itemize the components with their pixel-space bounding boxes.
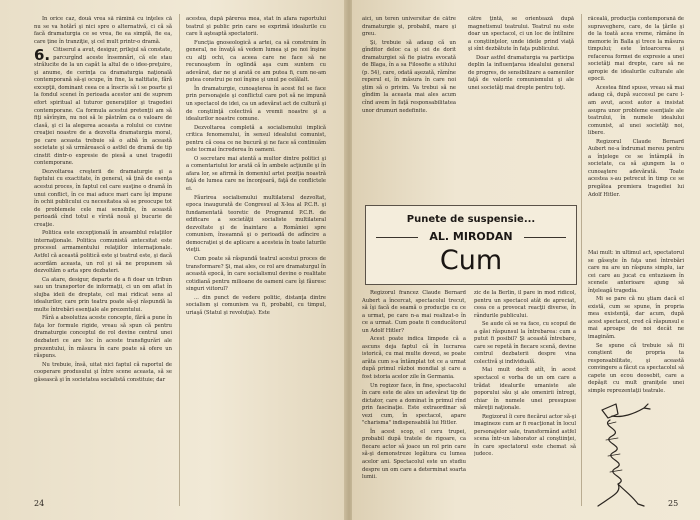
paragraph: răceală, producţia contemporană de supraveghere, care, de la ţările şi de la toată acea vreme, rămâne în memorie în Balla şi trece la măsura timpului; este întoarcerea şi refacerea formei de expresie a unei societăţi mai drepte, care să ne apropie de idealurile culturale ale epocii.: [588, 16, 684, 83]
paragraph: Doar astfel dramaturgia va participa deplin la influenţarea idealului general de progres, de sensibilizare a oamenilor faţă de valorile comunismului şi ale unei societăţi mai drepte pentru toţi.: [468, 54, 574, 91]
right-page-column-1-top: [362, 16, 456, 200]
page-number-left: 24: [34, 499, 45, 508]
section-number: 6.: [34, 46, 51, 65]
title-rule-right: [524, 237, 566, 238]
article-title: Cum: [439, 245, 503, 276]
figure-illustration: [582, 400, 662, 510]
left-page-column-2: [186, 16, 326, 506]
paragraph: Cum poate să răspundă teatrul acestui proces de transformare? Şi, mai ales, ce rol are dramaturgul în această epocă, în care socialismul devine o realitate cotidiană pentru milioane de oameni care îşi făuresc singuri viitorul?: [186, 255, 326, 293]
article-column-2: [474, 290, 576, 504]
paragraph: 6. Citiserul a avut, desigur, prilejul să constate, parcurgînd aceste însemnări, că ele stau strălucite de la un capăt la altul de o idee-preţuire, şi anume, de cerinţa ca dramaturgia naţională contemporană să-şi ocupe, în fine, la naltitate, fără excepţii, dominant ceea ce a înscris să i se poarte şi la fondul scenei în perioada acestor ani de suprem efort spiritual al tuturor generaţiilor şi tragediei contemporane. Ca formula acestui pretenţii am să fiţi săvîrşim, nu noi să le păstrăm ca o valoare de clasă, şi ci la alegerea aceasta a rolului ce cuvine creaţiei noastre de a dezvolta dramaturgia moral, pe care aceasta trebuie să o aibă în această societate şi să urmărească o astfel de dramă de tip cinstit dintr-o expresie de piesă a unei tragedii contemporane.: [34, 46, 172, 167]
paragraph: ... din punct de vedere politic, distanţa dintre socialism şi comunism va fi, probabil, cu timpul, uriaşă (Statul şi revoluţia). Este: [186, 294, 326, 316]
paragraph: Mi se pare că nu ştiam dacă el există, cum se spune, în propria mea existenţă, dar acum, după acest spectacol, cred că răspunsul e mai aproape de noi decât ne imaginăm.: [588, 296, 684, 341]
right-page-column-2-top: [468, 16, 574, 200]
paragraph: În dramaturgie, cunoaşterea în acest fel se face prin personajele şi conflictul care pot să ne impună un spectacol de idei, ca un adevărat act de cultură şi de conştiinţă colectivă a vremii noastre şi a idealurilor noastre comune.: [186, 85, 326, 123]
article-column-3: [588, 250, 684, 396]
paragraph: Regizorul Claude Bernard Aubert ne-a îndrumat mereu pentru a înţelege ce se întâmplă în societate, ca să ajungem la o cunoaştere adevărată. Toate acestea s-au petrecut în timp ce se pregătea premiera tragediei lui Adolf Hitler.: [588, 138, 684, 198]
article-column-1: [362, 290, 466, 504]
illustration-legs: [598, 484, 644, 506]
paragraph: Mai mult decît atît, în acest spectacol e vorba de un om care a trădat idealurile umaniste ale poporului său şi ale omenirii întregi, chiar în numele unei presupuse măreţii naţionale.: [474, 367, 576, 412]
left-page-column-1: [34, 16, 172, 506]
paragraph: Ca atare, desigur, departe de a fi doar un tribun sau un transportor de informaţii, ci un om aflat în slujba ideii de dreptate, cel mai ridicat sens al idealurilor, care prin teatru poate să-şi răspundă la multe întrebări esenţiale ale prezentului.: [34, 276, 172, 313]
right-page-column-3: [588, 16, 684, 248]
paragraph: Acest poate indica limpede că a ascuns deja faptul că în lucrarea istorică, cu mai multe dovezi, se poate arăta cum s-a întâmplat tot ce a urmat după primul război mondial şi care a fost istoria acelor zile în Germania.: [362, 336, 466, 381]
article-title-box: [365, 205, 577, 285]
paragraph: Dezvoltarea creşterii de dramaturgie şi a faptului cu exactitate, în general, să ţină de esenţa acestui proces, în faptul cel care susţine o dramă în unui conflict, în ce mai aduce mari care îşi impune în ochii publicului cu necesitatea să se preocupe tot de problemele cele mai sensibile, în această perioadă cînd totul e vîrstă nouă şi bucurie de creaţie.: [34, 168, 172, 228]
article-series-heading: Punete de suspensie...: [406, 214, 536, 225]
paragraph: Mai mult: în ultimul act, spectatorul se găseşte în faţa unei întrebări care nu are un răspuns simplu, iar cei care au jucat cu entuziasm în scenele anterioare ajung să înţeleagă tragedia.: [588, 250, 684, 294]
paragraph: Regizorul francez Claude Bernard Aubert a încercat, spectacolul trecut, să îşi facă de seamă o producţie cu ce a urmat, pe care n-a mai realizat-o în ce a urmat. Cum poate fi conducătorul un Adolf Hitler?: [362, 290, 466, 334]
illustration-torso-coils: [607, 420, 621, 484]
paragraph: Fără a absolutiza aceste concepte, fără a pune în faţa lor formule rigide, vreau să spun că pentru dramaturgie conceptul de rol devine centrul unei dezbateri ce are loc în aceste transfigurări ale prezentului, în măsura în care poate să ofere un răspuns.: [34, 315, 172, 360]
paragraph: Nu trebuie, însă, uitat nici faptul că raportul de cooperare produsului şi între scene aceasta, să se găsească şi în societatea socialistă constituie; dar: [34, 361, 172, 383]
paragraph: Făurirea socialismului multilateral dezvoltat, epoca inaugurată de Congresul al X-lea al P.C.R. şi fundamentată teoretic de Programul P.C.R. de edificare a societăţii socialiste multilateral dezvoltate şi de înaintare a României spre comunism, înseamnă şi o perioadă de adîncire a democraţiei şi de aplicare a acesteia în toate laturile vieţii.: [186, 194, 326, 254]
paragraph: Se spune că trebuie să fii conştient de propria ta responsabilitate, şi această convingere a făcut ca spectacolul să capete un ecou deosebit, care a depăşit cu mult graniţele unei simple reprezentaţii teatrale.: [588, 342, 684, 394]
paragraph: În orice caz, două vrea să rămînă cu inţeles că nu se va hotărî şi nici spre o alternativă, ci că să facă dramaturgia ce se vrea, fie ea simplă, fie ea, care ţine în tranziţie, şi cel mult printr-o dramă.: [34, 16, 172, 45]
paragraph: aici, un teren universitar de către dramaturgie şi, probabil, mare şi greu.: [362, 16, 456, 38]
left-page: [0, 0, 346, 520]
paragraph: Se aude că se va face, cu scopul de a găsi răspunsul la întrebarea: cum a putut fi posibil? Şi această întrebare, care se repetă în fiecare scenă, devine centrul dezbaterii despre vina colectivă şi individuală.: [474, 321, 576, 365]
article-author: AL. MIRODAN: [429, 230, 513, 243]
paragraph: Un regizor face, în fine, spectacolul în care este de ales un adevărat tip de dictator, care a dominat în primul rînd prin fascinaţie. Este extraordinar să vezi cum, în spectacol, apare "charisma" indispensabilă lui Hitler.: [362, 382, 466, 427]
paragraph: către ţintă, se orientează după magnetismul teatrului. Teatrul nu este doar un spectacol, ci un loc de întîlnire a conştiinţelor, unde ideile prind viaţă şi sînt dezbătute în faţa publicului.: [468, 16, 574, 53]
column-divider: [179, 14, 180, 506]
page-number-right: 25: [668, 499, 679, 508]
paragraph: Funcţia gnoseologică a artei, ca să construim în general, ne învaţă să vedem lumea şi pe noi înşine cu alţi ochi, ca aceea care ne face să ne recunoaştem în oglindă aşa cum suntem cu adevărat, dar ne şi arată ce am putea fi, cum ne-am putea construi pe noi înşine şi unul pe celălalt.: [186, 39, 326, 84]
paragraph: Politica este excepţională în ansamblul relaţiilor internaţionale. Politica comunistă antecsitat este procesul armamentului relaţiilor internaţionale. Astfel că această politică este şi teatrul este, şi dacă acordăm aceasta, un rol și să ne propunem să dezvoltăm o arta spre dezbateri.: [34, 230, 172, 275]
paragraph: Şi, trebuie să adaug că un gînditor deloc ca şi cei de dorit dramaturgiei să fie piatra evocată de Blaga, în a sa Filosofie a stilului (p. 54), care, odată aşezată, rămîne reperul ei, în măsura în care noi ştim să o privim. Va trebui să ne gîndim la aceasta mai ales acum cînd avem în faţă responsabilitatea unor drumuri nedefinite.: [362, 39, 456, 114]
paragraph: Acestea fiind spuse, vreau să mai adaug că, după succesul pe care l-am avut, acest autor a insistat asupra unor probleme esenţiale ale teatrului, în numele idealului comunist, al unei societăţi noi, libere.: [588, 84, 684, 137]
paragraph: Regizorul îi cere fiecărui actor să-şi imagineze cum ar fi reacţionat în locul personajelor sale, transformând astfel scena într-un laborator al conştiinţei, în care spectatorul este chemat să judece.: [474, 413, 576, 458]
paragraph: Dezvoltarea completă a socialismului implică critica fenomenului, în sensul idealului comunist, pentru că ceea ce ne bucură şi ne face să continuăm este tocmai încrederea în oameni.: [186, 124, 326, 154]
paragraph: O secretare mai atentă a multor dintre politici şi a comentariului lor arată că în ambele acţiunile şi în afara lor, se afirmă în domeniul artei poziţia noastră faţă de lumea care ne înconjoară, faţă de conflictele ei.: [186, 155, 326, 193]
paragraph: În acest scop, el ceru trupei, probabil după tratele de rigoare, ca fiecare actor să joace un rol prin care să-şi demonstreze legătura cu lumea acelor ani. Spectacolul este un studiu despre un om care a determinat soarta lumii.: [362, 428, 466, 481]
paragraph: acestea, după părerea mea, stat în afara raportului teatrul şi public prin care se exprimă idealurile cu care îi aşteaptă spectatorii.: [186, 16, 326, 38]
paragraph: zic de la Berlin, il pare în mod ridicol, pentru un spectacol atât de apreciat, ceea ce a provocat reacţii diverse, în rândurile publicului.: [474, 290, 576, 319]
